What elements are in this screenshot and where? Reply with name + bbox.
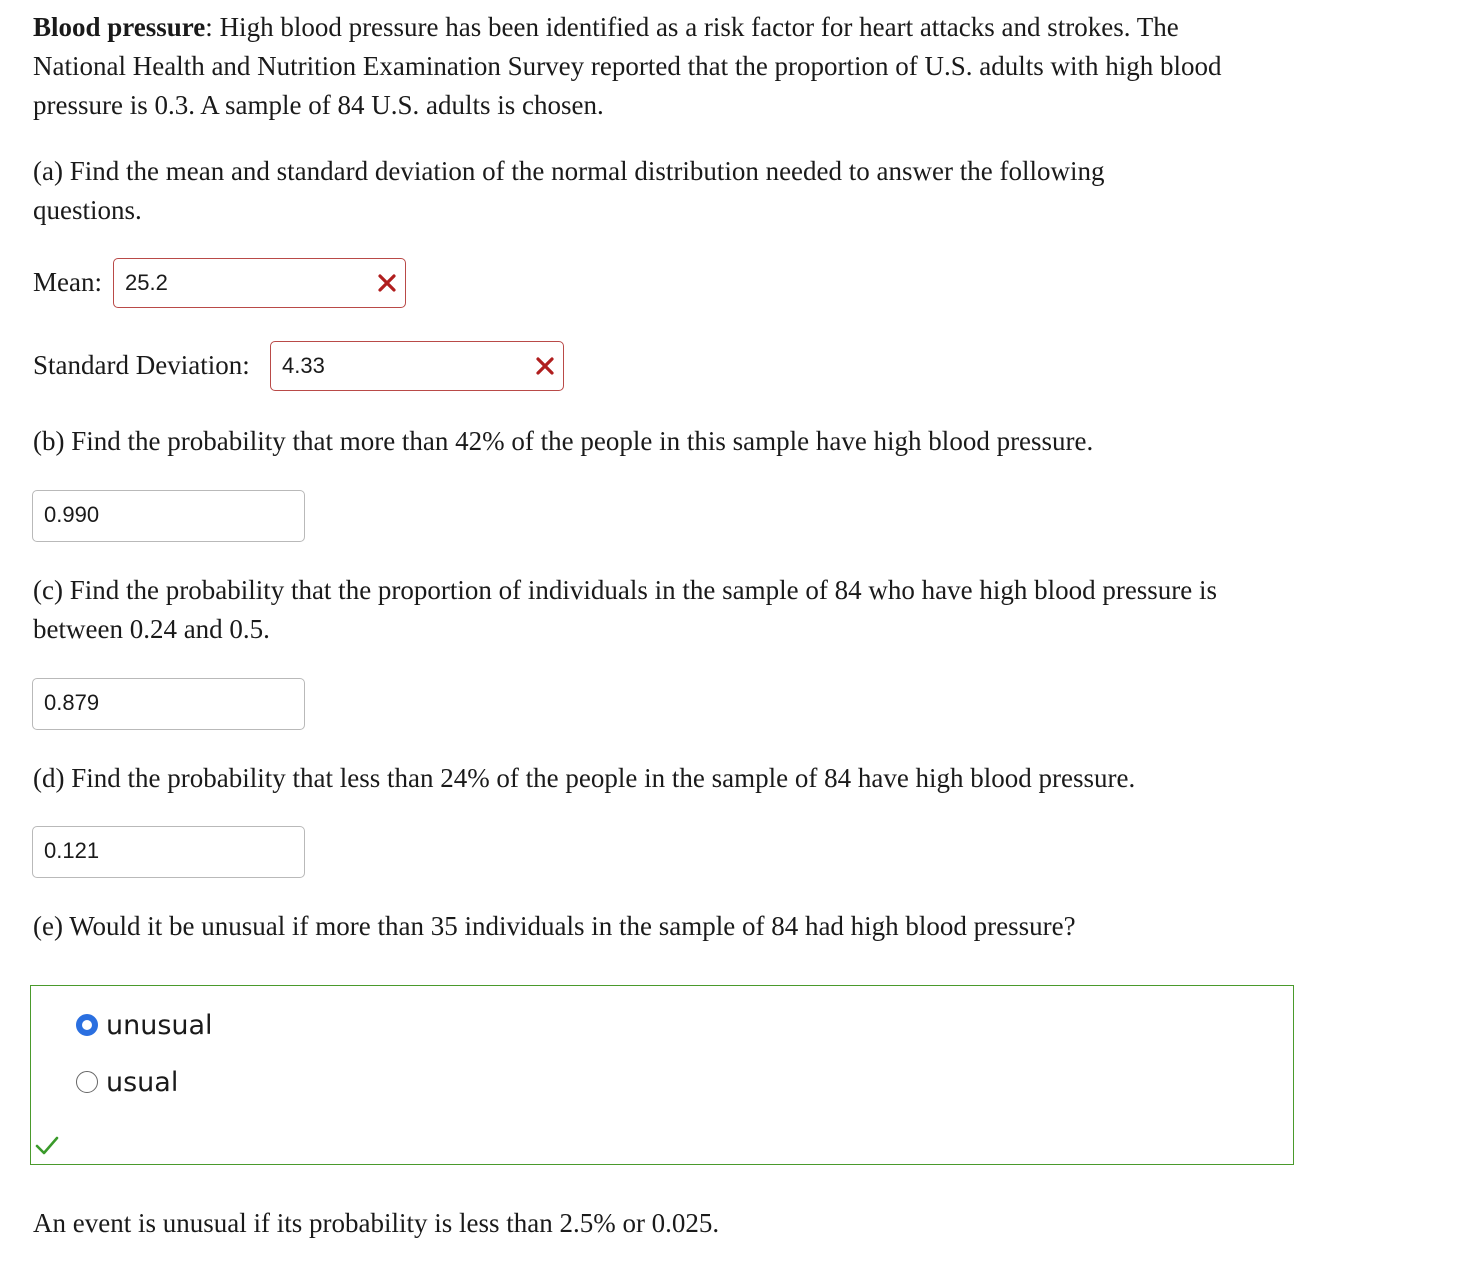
sd-label: Standard Deviation:: [33, 350, 250, 380]
mean-label: Mean:: [33, 267, 102, 297]
question-d: (d) Find the probability that less than 24% of the people in the sample of 84 have high blood pressure.: [33, 763, 1136, 793]
mean-input[interactable]: [113, 258, 406, 308]
title-colon: :: [205, 12, 213, 42]
x-mark-icon: [375, 271, 399, 295]
radio-group-e: [30, 985, 1294, 1165]
problem-text: High blood pressure has been identified as a risk factor for heart attacks and strokes. The National Health and Nutrition Examination Survey reported that the proportion of U.S. adults with high blood pressure is 0.3. A sample of 84 U.S. adults is chosen.: [33, 12, 1222, 120]
answer-d-value: 0.121: [44, 838, 100, 863]
unusual-note: An event is unusual if its probability is less than 2.5% or 0.025.: [33, 1208, 720, 1238]
mean-value: 25.2: [125, 270, 168, 295]
x-mark-icon: [533, 354, 557, 378]
answer-b-input[interactable]: [32, 490, 305, 542]
question-c: (c) Find the probability that the proportion of individuals in the sample of 84 who have high blood pressure is between 0.24 and 0.5.: [33, 575, 1218, 644]
radio-unselected-icon[interactable]: [76, 1071, 98, 1093]
radio-label-unusual: unusual: [106, 1009, 213, 1041]
radio-selected-icon[interactable]: [76, 1014, 98, 1036]
radio-option-usual[interactable]: [76, 1067, 178, 1097]
radio-option-unusual[interactable]: [76, 1010, 213, 1040]
question-a: (a) Find the mean and standard deviation of the normal distribution needed to answer the following questions.: [33, 156, 1105, 225]
answer-c-value: 0.879: [44, 690, 100, 715]
radio-label-usual: usual: [106, 1066, 179, 1098]
sd-value: 4.33: [282, 353, 325, 378]
answer-b-value: 0.990: [44, 502, 100, 527]
checkmark-icon: [34, 1134, 60, 1156]
problem-title: Blood pressure: [33, 12, 206, 42]
sd-input[interactable]: [270, 341, 564, 391]
answer-d-input[interactable]: [32, 826, 305, 878]
question-e: (e) Would it be unusual if more than 35 individuals in the sample of 84 had high blood pressure?: [33, 911, 1076, 941]
question-b: (b) Find the probability that more than 42% of the people in this sample have high blood pressure.: [33, 426, 1094, 456]
answer-c-input[interactable]: [32, 678, 305, 730]
problem-intro: [33, 8, 1273, 125]
